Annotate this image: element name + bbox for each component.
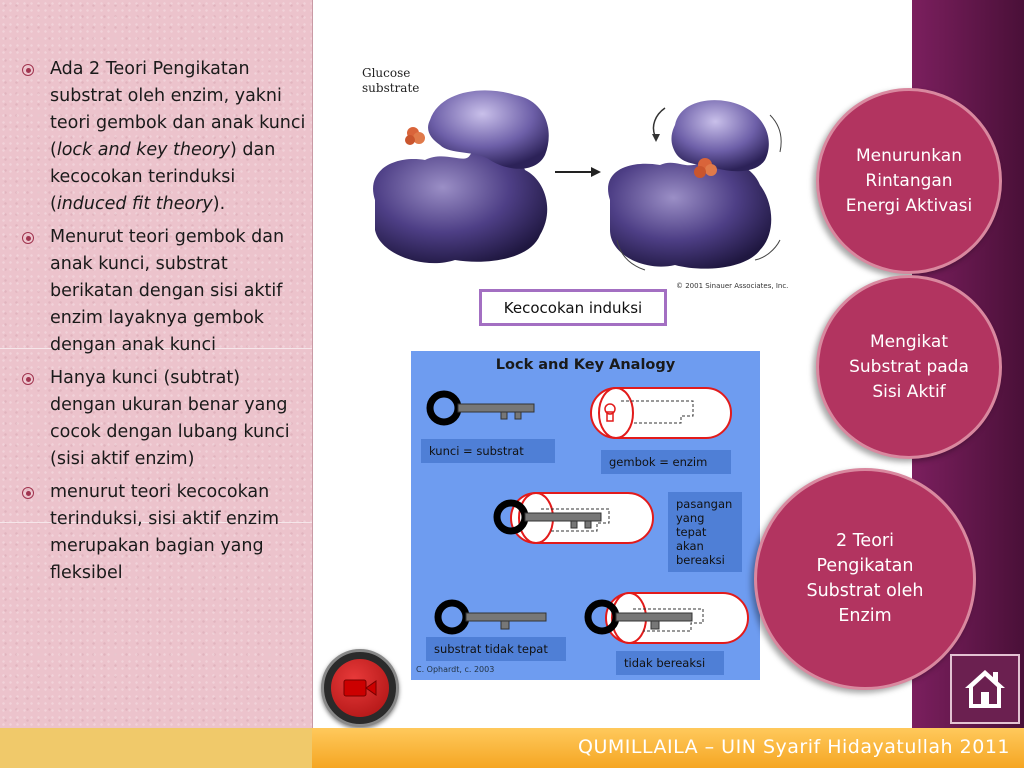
glucose-molecule: [405, 127, 425, 145]
bullet-icon: [22, 64, 34, 76]
bullet-item-3: Hanya kunci (subtrat) dengan ukuran benar yang cocok dengan lubang kunci (sisi aktif enzim): [22, 365, 306, 473]
bullet-icon: [22, 373, 34, 385]
label-tidak-bereaksi: tidak bereaksi: [616, 651, 724, 675]
circle-menurunkan-energi[interactable]: Menurunkan Rintangan Energi Aktivasi: [816, 88, 1002, 274]
key-in-lock-icon: [497, 493, 653, 543]
caption-induced-fit: Kecocokan induksi: [479, 289, 667, 326]
bullet-item-2: Menurut teori gembok dan anak kunci, substrat berikatan dengan sisi aktif enzim layaknya gembok dengan anak kunci: [22, 224, 306, 359]
bullet-item-1: Ada 2 Teori Pengikatan substrat oleh enzim, yakni teori gembok dan anak kunci (lock and key theory) dan kecocokan terinduksi (induced fit theory).: [22, 56, 306, 218]
home-button[interactable]: [950, 654, 1020, 724]
video-button[interactable]: [321, 649, 399, 727]
bullet-item-4: menurut teori kecocokan terinduksi, sisi aktif enzim merupakan bagian yang fleksibel: [22, 479, 306, 587]
copyright-text: © 2001 Sinauer Associates, Inc.: [676, 282, 789, 290]
key-icon: [430, 394, 534, 422]
enzyme-open: [373, 90, 549, 263]
lock-key-title: Lock and Key Analogy: [495, 357, 676, 373]
label-kunci: kunci = substrat: [421, 439, 555, 463]
bullet-icon: [22, 232, 34, 244]
label-pasangan: pasangan yang tepat akan bereaksi: [668, 492, 742, 572]
lock-key-figure: [411, 351, 760, 680]
lock-icon: [591, 388, 731, 438]
enzyme-illustration: [355, 60, 805, 285]
label-substrat-tidak-tepat: substrat tidak tepat: [426, 637, 566, 661]
wrong-key-icon: [438, 603, 546, 631]
glucose-substrate-label: Glucose substrate: [362, 66, 420, 95]
text-panel: [0, 0, 313, 728]
footer-text: QUMILLAILA – UIN Syarif Hidayatullah 2011: [578, 736, 1010, 758]
bullet-list: [22, 56, 306, 593]
label-gembok: gembok = enzim: [601, 450, 731, 474]
enzyme-bound: [608, 100, 781, 270]
arrow-icon: [555, 167, 601, 177]
bullet-icon: [22, 487, 34, 499]
circle-mengikat-substrat[interactable]: Mengikat Substrat pada Sisi Aktif: [816, 275, 1002, 459]
lock-no-fit-icon: [588, 593, 748, 643]
home-icon: [961, 666, 1009, 712]
figure-credit: C. Ophardt, c. 2003: [416, 665, 495, 674]
footer-left: [0, 728, 312, 768]
circle-2-teori[interactable]: 2 Teori Pengikatan Substrat oleh Enzim: [754, 468, 976, 690]
video-camera-icon: [331, 659, 389, 717]
